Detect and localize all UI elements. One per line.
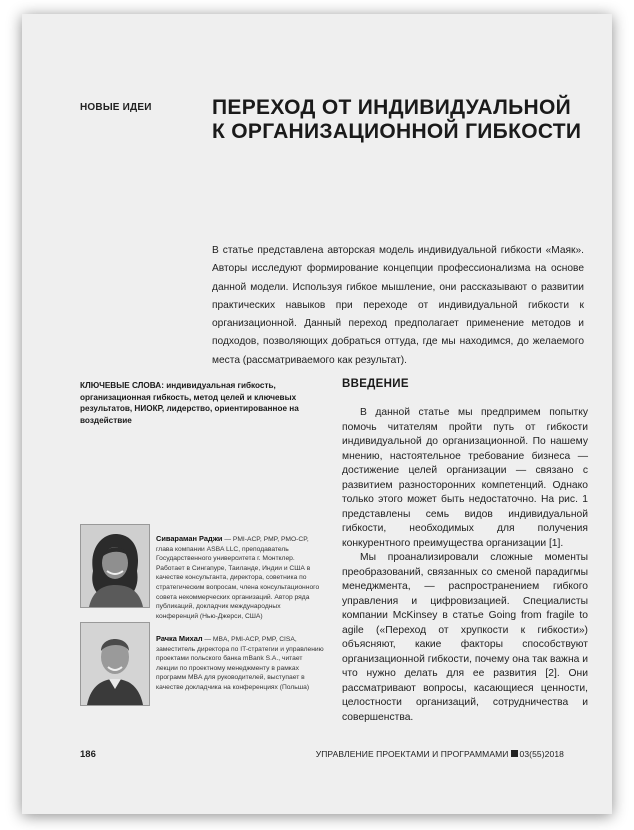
author-bio-text-2: — MBA, PMI-ACP, PMP, CISA, заместитель директора по IT-стратегии и управлению проектами польского банка mBank S.A., читает лекции по проектному менеджменту в рамках программ MBA для руководителей, выступает в качестве докладчика на конференциях (Польша) <box>156 636 324 691</box>
author-bio-2 <box>156 634 324 693</box>
author-bio-text-1: — PMI-ACP, PMP, PMO-CP, глава компании ASBA LLC, преподаватель Государственного университета г. Монтклер. Работает в Сингапуре, Таиланде, Индии и США в качестве консультанта, директора, советника по стратегическим вопросам, члена консультационного совета некоммерческих организаций. Автор ряда публикаций, докладчик международных конференций (Нью-Джерси, США) <box>156 536 320 620</box>
man-portrait-icon <box>81 623 149 705</box>
woman-portrait-icon <box>81 525 149 607</box>
intro-paragraph-2: Мы проанализировали сложные моменты преобразований, связанных со сменой парадигмы менеджмента, — распространением гибкого управления и цифровизацией. Специалисты компании McKinsey в статье Going from fragile to agile («Переход от хрупкости к гибкости») объясняют, какие факторы способствуют организационной гибкости, почему она так важна и что нужно делать для ее развития [2]. Они рассматривают вопросы, касающиеся ценности, целостности организаций, сотрудничества и совершенства. <box>342 552 588 723</box>
article-title-line2: К ОРГАНИЗАЦИОННОЙ ГИБКОСТИ <box>212 120 582 143</box>
author-bio-1 <box>156 534 324 621</box>
article-title <box>212 96 592 144</box>
author-name-1: Сивараман Раджи <box>156 534 223 543</box>
journal-issue: 03(55)2018 <box>519 749 564 759</box>
intro-heading: ВВЕДЕНИЕ <box>342 378 409 390</box>
section-label: НОВЫЕ ИДЕИ <box>80 102 152 113</box>
abstract: В статье представлена авторская модель индивидуальной гибкости «Маяк». Авторы исследуют формирование концепции профессионализма на основе данной модели. Используя гибкое мышление, они рассказывают о развитии практических навыков при переходе от индивидуальной гибкости к организационной. Данный переход предполагает применение методов и подходов, позволяющих добраться оттуда, где мы находимся, до желаемого места (рассматриваемого как результат). <box>212 245 584 366</box>
intro-paragraph-1: В данной статье мы предпримем попытку помочь читателям пройти путь от гибкости индивидуальной до организационной. По нашему мнению, настоятельное требование бизнеса — достижение целей организации — связано с развитием разносторонних компетенций. Однако только этого может быть недостаточно. На рис. 1 представлены семь видов индивидуальной гибкости, необходимых для получения конкурентного преимущества организации [1]. <box>342 407 588 549</box>
author-photo-1 <box>80 524 150 608</box>
journal-name: УПРАВЛЕНИЕ ПРОЕКТАМИ И ПРОГРАММАМИ <box>315 749 509 759</box>
journal-page <box>22 14 612 814</box>
separator-square-icon <box>511 750 518 757</box>
article-title-line1: ПЕРЕХОД ОТ ИНДИВИДУАЛЬНОЙ <box>212 96 572 119</box>
intro-body <box>342 406 588 725</box>
keywords: КЛЮЧЕВЫЕ СЛОВА: индивидуальная гибкость, организационная гибкость, метод целей и ключевых результатов, НИОКР, лидерство, ориентированное на воздействие <box>80 381 299 425</box>
author-name-2: Рачка Михал <box>156 634 203 643</box>
author-photo-2 <box>80 622 150 706</box>
page-number: 186 <box>80 749 96 760</box>
journal-footer <box>316 749 564 759</box>
